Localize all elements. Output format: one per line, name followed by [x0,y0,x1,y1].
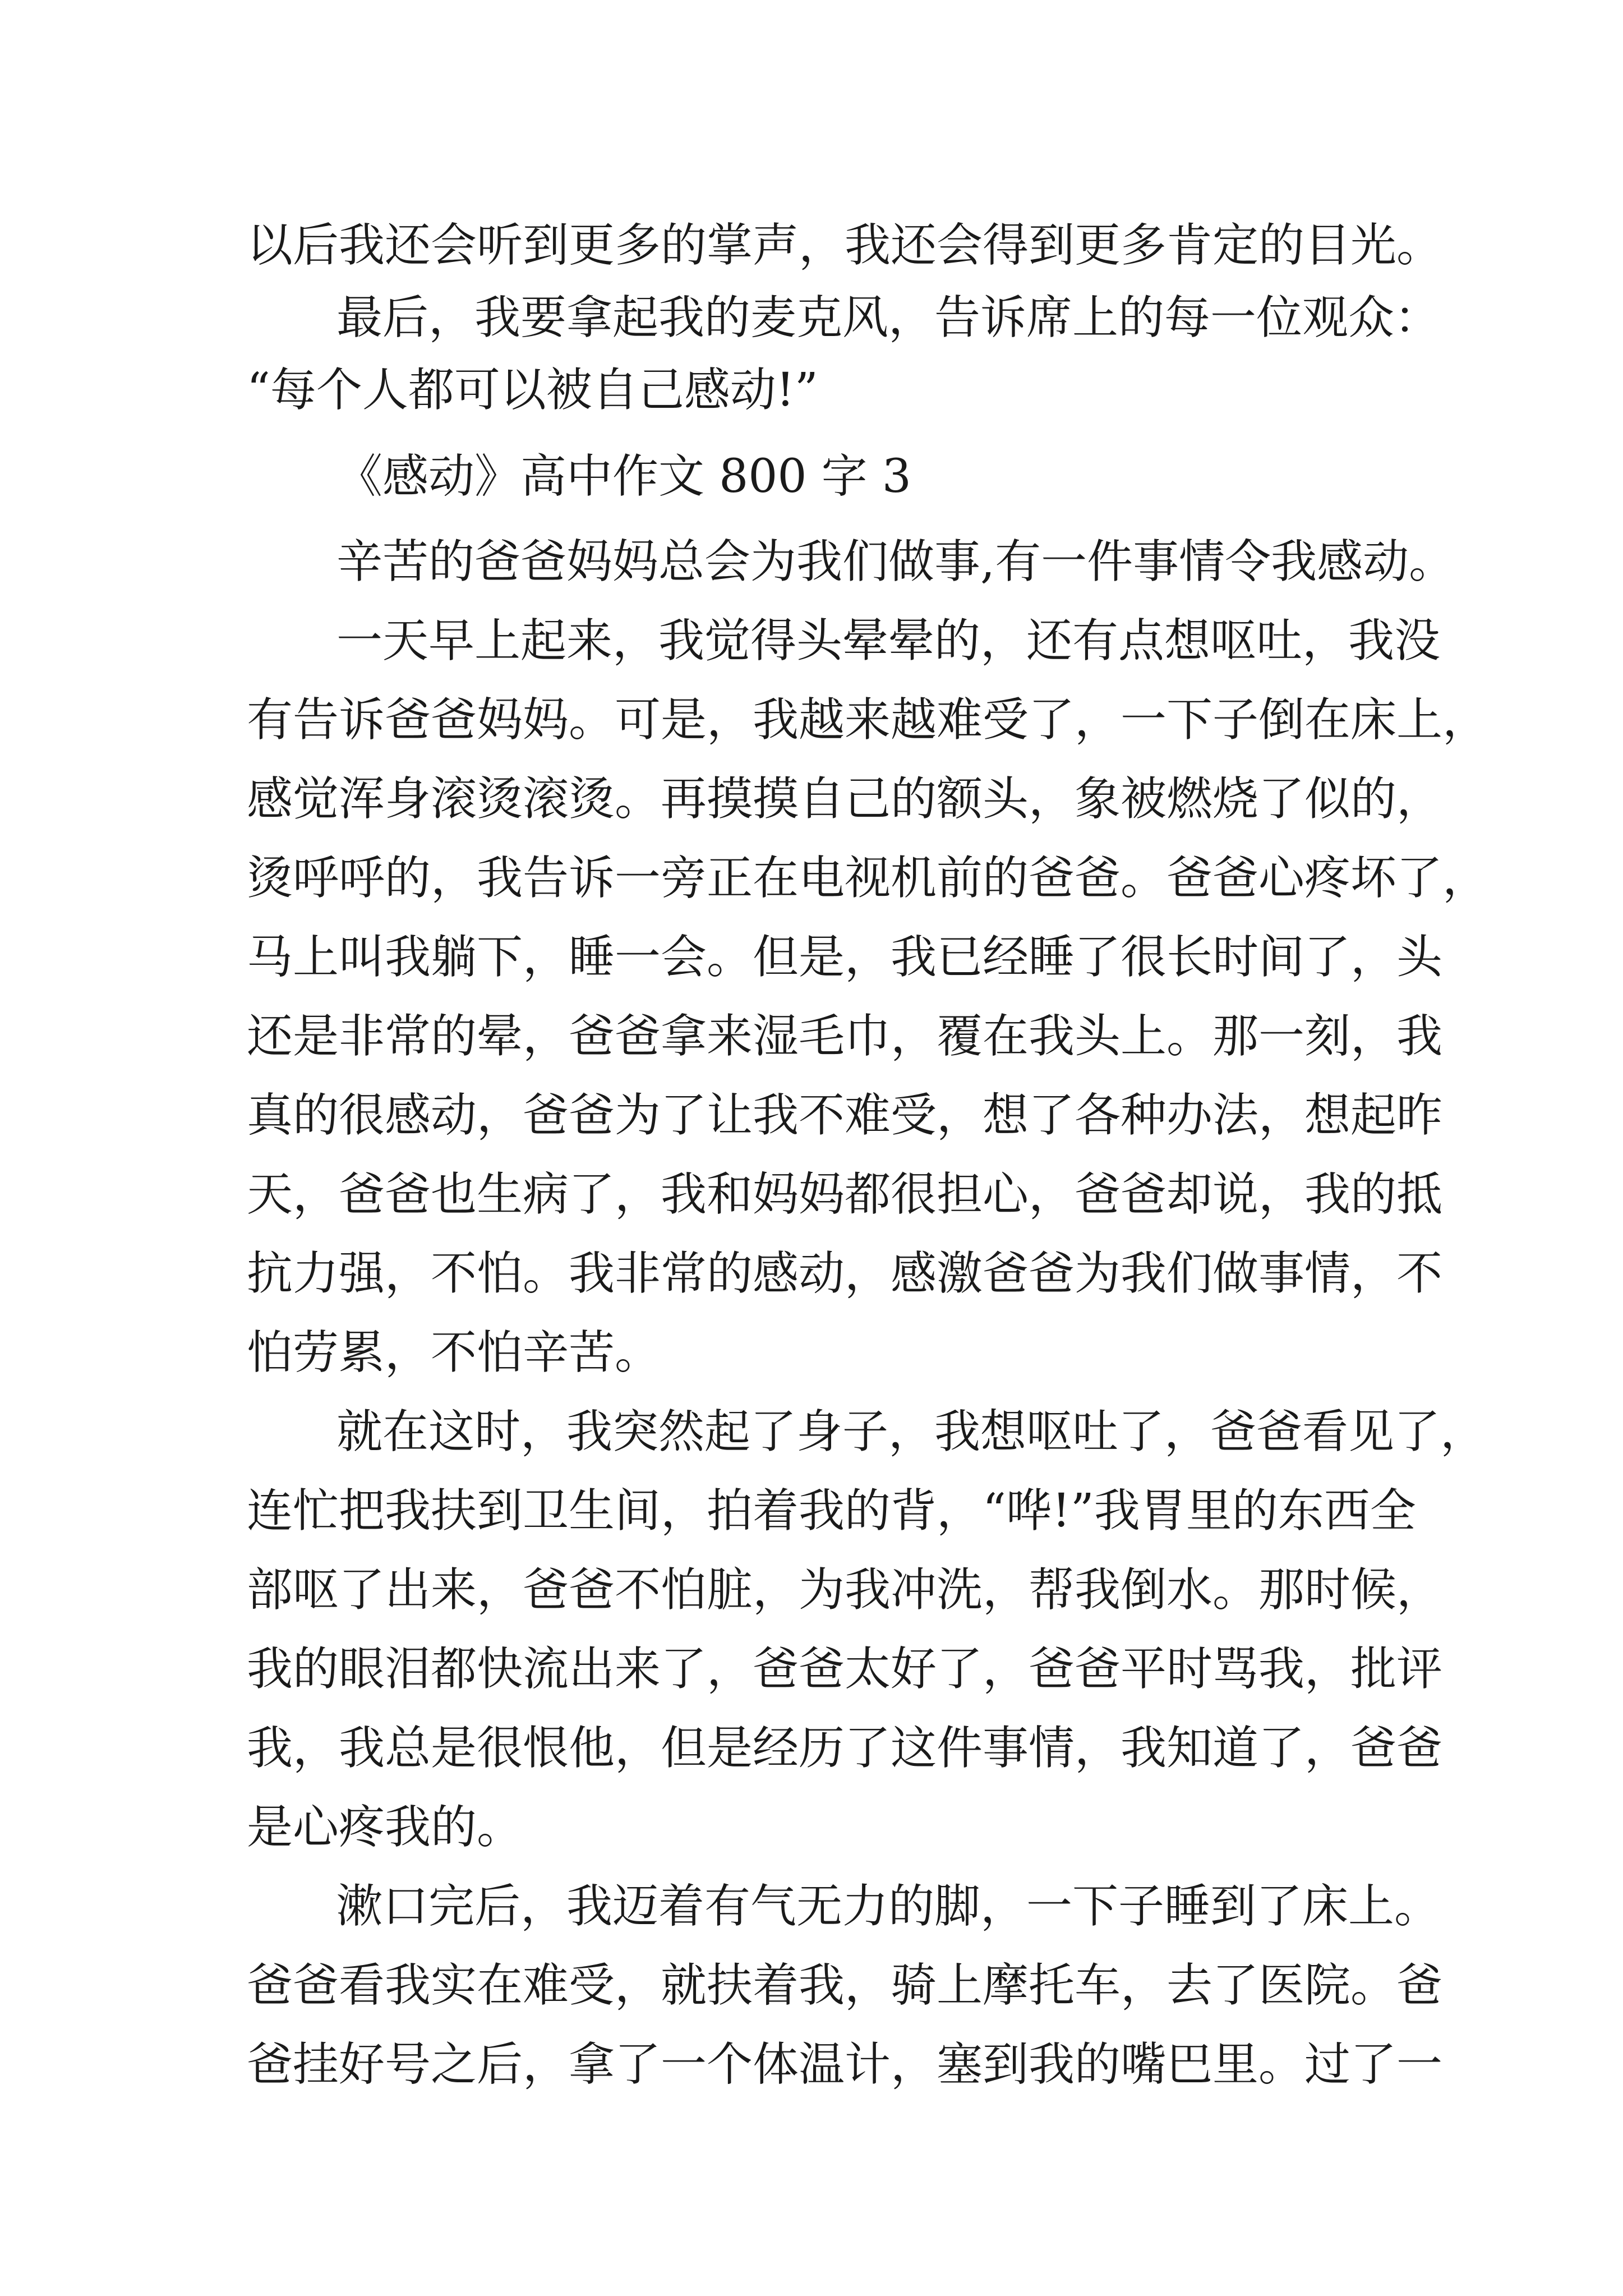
text-line: 一天早上起来，我觉得头晕晕的，还有点想呕吐，我没 [336,614,1441,668]
text-line: 马上叫我躺下，睡一会。但是，我已经睡了很长时间了，头 [247,931,1443,984]
text-line: 爸挂好号之后，拿了一个体温计，塞到我的嘴巴里。过了一 [247,2038,1443,2091]
text-line: 有告诉爸爸妈妈。可是，我越来越难受了，一下子倒在床上， [247,693,1489,747]
text-line: 怕劳累，不怕辛苦。 [247,1326,661,1379]
text-line: 我，我总是很恨他，但是经历了这件事情，我知道了，爸爸 [247,1722,1443,1775]
text-line: 部呕了出来，爸爸不怕脏，为我冲洗，帮我倒水。那时候， [247,1563,1443,1617]
text-line: 辛苦的爸爸妈妈总会为我们做事,有一件事情令我感动。 [336,535,1455,588]
text-line: 天，爸爸也生病了，我和妈妈都很担心，爸爸却说，我的抵 [247,1168,1443,1221]
text-line: “每个人都可以被自己感动!” [247,364,818,417]
text-line: 抗力强，不怕。我非常的感动，感激爸爸为我们做事情，不 [247,1247,1443,1300]
section-heading: 《感动》高中作文 800 字 3 [336,450,911,503]
text-line: 最后，我要拿起我的麦克风，告诉席上的每一位观众： [336,291,1441,344]
text-line: 连忙把我扶到卫生间，拍着我的背，“哗!”我胃里的东西全 [247,1484,1416,1538]
text-line: 是心疼我的。 [247,1801,523,1854]
text-line: 漱口完后，我迈着有气无力的脚，一下子睡到了床上。 [336,1880,1441,1933]
text-line: 爸爸看我实在难受，就扶着我，骑上摩托车，去了医院。爸 [247,1959,1443,2012]
text-line: 真的很感动，爸爸为了让我不难受，想了各种办法，想起昨 [247,1089,1443,1142]
text-line: 我的眼泪都快流出来了，爸爸太好了，爸爸平时骂我，批评 [247,1642,1443,1696]
text-line: 感觉浑身滚烫滚烫。再摸摸自己的额头，象被燃烧了似的， [247,772,1443,826]
text-line: 还是非常的晕，爸爸拿来湿毛巾，覆在我头上。那一刻，我 [247,1010,1443,1063]
text-line: 烫呼呼的，我告诉一旁正在电视机前的爸爸。爸爸心疼坏了， [247,852,1489,905]
text-line: 就在这时，我突然起了身子，我想呕吐了，爸爸看见了， [336,1405,1487,1458]
text-line: 以后我还会听到更多的掌声，我还会得到更多肯定的目光。 [247,219,1443,272]
